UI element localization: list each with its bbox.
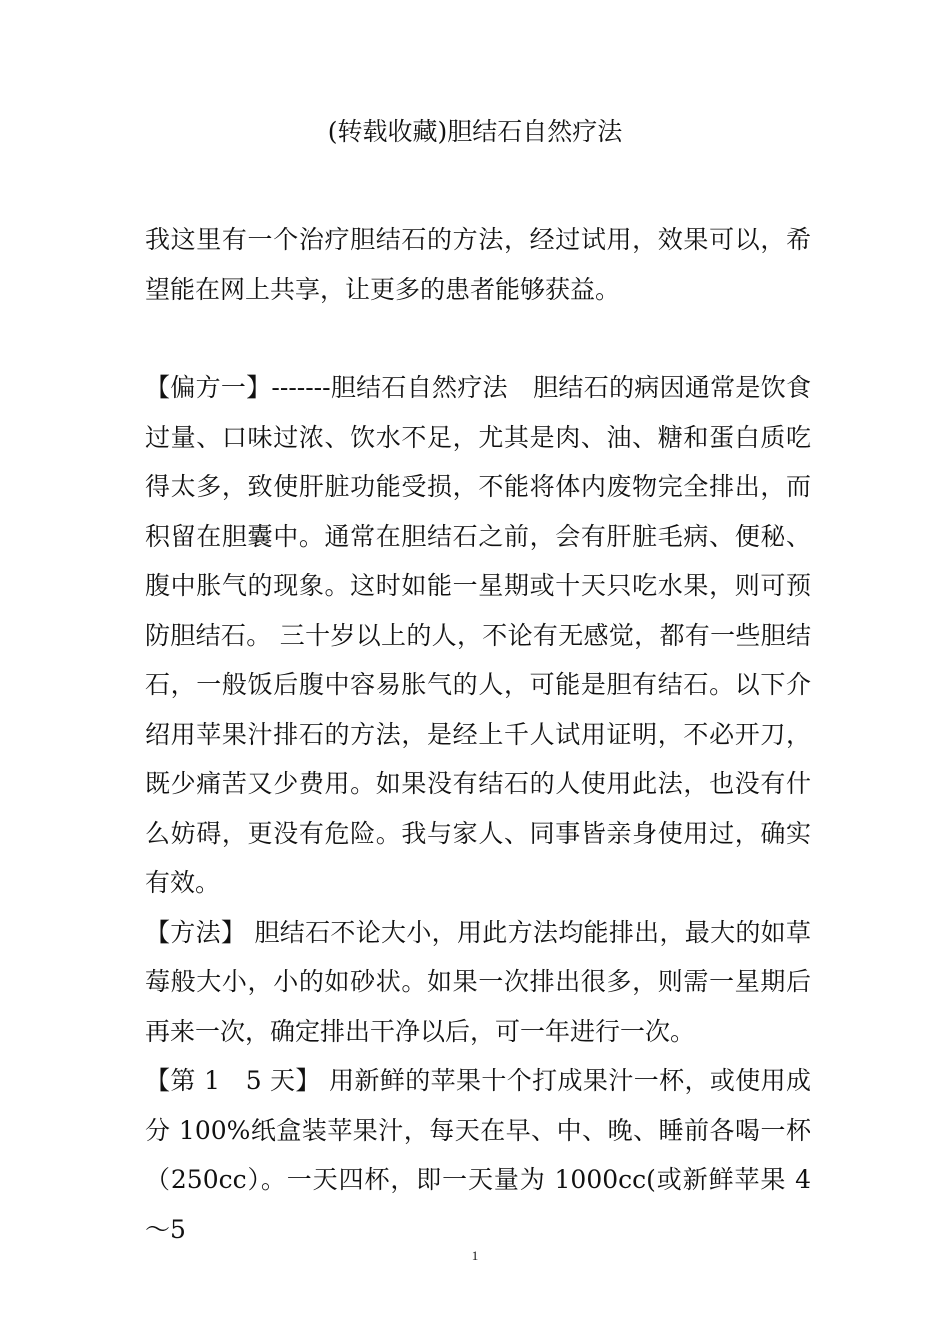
remedy-one-paragraph: 【偏方一】-------胆结石自然疗法 胆结石的病因通常是饮食过量、口味过浓、饮水不足，尤其是肉、油、糖和蛋白质吃得太多，致使肝脏功能受损，不能将体内废物完全排出，而积留在胆囊中。通常在胆结石之前，会有肝脏毛病、便秘、腹中胀气的现象。这时如能一星期或十天只吃水果，则可预防胆结石。 三十岁以上的人，不论有无感觉，都有一些胆结石，一般饭后腹中容易胀气的人，可能是胆有结石。以下介绍用苹果汁排石的方法，是经上千人试用证明，不必开刀，既少痛苦又少费用。如果没有结石的人使用此法，也没有什么妨碍，更没有危险。我与家人、同事皆亲身使用过，确实有效。 <box>145 373 811 897</box>
page-number: 1 <box>471 1248 479 1263</box>
intro-paragraph: 我这里有一个治疗胆结石的方法，经过试用，效果可以，希望能在网上共享，让更多的患者能够获益。 <box>145 225 811 304</box>
document-body <box>145 215 811 1254</box>
day-one-to-five-paragraph: 【第 1 5 天】 用新鲜的苹果十个打成果汁一杯，或使用成分 100%纸盒装苹果汁，每天在早、中、晚、睡前各喝一杯（250cc）。一天四杯，即一天量为 1000cc(或新鲜苹果 4～5 <box>145 1066 811 1244</box>
paragraph-gap <box>145 314 811 363</box>
document-title: (转载收藏)胆结石自然疗法 <box>327 117 623 146</box>
method-paragraph: 【方法】 胆结石不论大小，用此方法均能排出，最大的如草莓般大小，小的如砂状。如果一次排出很多，则需一星期后再来一次，确定排出干净以后，可一年进行一次。 <box>145 917 811 1046</box>
